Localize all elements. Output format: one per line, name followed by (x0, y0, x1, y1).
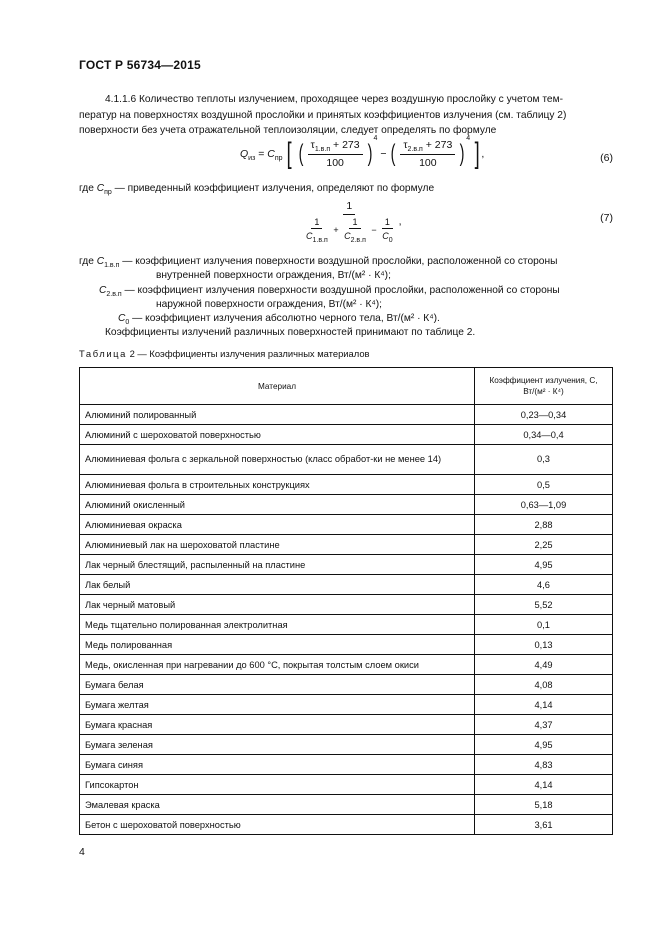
cell-coefficient: 5,52 (475, 595, 613, 615)
formula-symbol-c: C (382, 231, 389, 241)
cell-coefficient: 4,14 (475, 775, 613, 795)
formula-power: 4 (466, 135, 471, 142)
where-word: где (79, 256, 94, 267)
symbol-c: C (96, 256, 105, 267)
header-coefficient-unit: Вт/(м² · К⁴) (523, 387, 564, 396)
cell-material: Эмалевая краска (80, 795, 475, 815)
table-row (80, 775, 613, 795)
cell-material: Лак черный матовый (80, 595, 475, 615)
formula-comma: , (398, 215, 402, 228)
equation-number-6: (6) (600, 152, 613, 164)
cell-coefficient: 0,23—0,34 (475, 405, 613, 425)
definition-text: — коэффициент излучения поверхности воздушной прослойки, расположенной со стороны (122, 256, 558, 267)
cell-coefficient: 0,5 (475, 475, 613, 495)
cell-material: Алюминий с шероховатой поверхностью (80, 425, 475, 445)
formula-subscript: 2.в.п (407, 146, 423, 154)
cell-material: Гипсокартон (80, 775, 475, 795)
table-row (80, 755, 613, 775)
formula-comma: , (481, 147, 485, 160)
table-caption (79, 348, 370, 359)
table-row (80, 615, 613, 635)
cell-material: Лак белый (80, 575, 475, 595)
formula-operator: = (258, 147, 265, 160)
table-row (80, 695, 613, 715)
definition-text: — приведенный коэффициент излучения, определяют по формуле (114, 183, 435, 194)
table-row (80, 475, 613, 495)
symbol-c: C (99, 285, 107, 296)
cell-coefficient: 0,34—0,4 (475, 425, 613, 445)
table-row (80, 655, 613, 675)
formula-subscript: 0 (388, 236, 393, 244)
symbol-subscript: 1.в.п (104, 262, 120, 270)
formula-numerator: 1 (343, 200, 355, 215)
cell-coefficient: 4,08 (475, 675, 613, 695)
table-row (80, 535, 613, 555)
paragraph-4-1-1-6 (79, 92, 613, 139)
symbol-subscript: пр (104, 189, 112, 197)
formula-7 (300, 200, 402, 244)
definition-text: — коэффициент излучения абсолютно черного тела, Вт/(м² · К⁴). (132, 313, 440, 324)
cell-coefficient: 2,88 (475, 515, 613, 535)
formula-one: 1 (311, 217, 322, 229)
cell-material: Медь полированная (80, 635, 475, 655)
cell-coefficient: 2,25 (475, 535, 613, 555)
table-row (80, 425, 613, 445)
formula-main-fraction (300, 200, 399, 244)
table-row (80, 555, 613, 575)
formula-symbol-tau: τ (310, 139, 315, 151)
formula-subscript: пр (274, 154, 283, 162)
bracket-right: ] (474, 137, 480, 171)
symbol-c: C (118, 313, 126, 324)
definition-text-cont: внутренней поверхности ограждения, Вт/(м² · К⁴); (156, 270, 391, 281)
cell-material: Алюминиевая фольга в строительных конструкциях (80, 475, 475, 495)
definition-text: — коэффициент излучения поверхности воздушной прослойки, расположенной со стороны (124, 285, 560, 296)
formula-denominator: 100 (326, 157, 344, 170)
paragraph-line: ператур на поверхностях воздушной прослойки и принятых коэффициентов излучения (см. таблицу 2) (79, 109, 567, 121)
cell-material: Бумага белая (80, 675, 475, 695)
formula-subscript: из (248, 154, 256, 162)
table-row (80, 575, 613, 595)
table-body (80, 405, 613, 835)
cell-material: Медь, окисленная при нагревании до 600 °С, покрытая толстым слоем окиси (80, 655, 475, 675)
table-row (80, 595, 613, 615)
cell-coefficient: 4,49 (475, 655, 613, 675)
closing-sentence: Коэффициенты излучений различных поверхностей принимают по таблице 2. (105, 327, 476, 338)
cell-material: Бумага красная (80, 715, 475, 735)
page-number: 4 (79, 846, 85, 858)
caption-label: Таблица (79, 348, 127, 359)
table-row (80, 735, 613, 755)
paren-right: ) (459, 140, 465, 168)
cell-coefficient: 0,63—1,09 (475, 495, 613, 515)
cell-coefficient: 5,18 (475, 795, 613, 815)
paragraph-line: поверхности без учета отражательной теплоизоляции, следует определять по формуле (79, 125, 497, 137)
cpr-definition (79, 181, 613, 201)
table-row (80, 515, 613, 535)
formula-operator: + (333, 224, 339, 235)
formula-term: + 273 (333, 139, 360, 151)
formula-fraction-2 (400, 139, 455, 169)
cell-coefficient: 4,37 (475, 715, 613, 735)
table-row (80, 635, 613, 655)
paren-left: ( (391, 140, 396, 168)
symbol-subscript: 0 (125, 319, 130, 327)
formula-one: 1 (349, 217, 360, 229)
table-header-row (80, 368, 613, 405)
symbol-c: C (96, 183, 105, 194)
cell-material: Алюминиевая фольга с зеркальной поверхностью (класс обработ-ки не менее 14) (80, 445, 475, 475)
caption-text: 2 — Коэффициенты излучения различных материалов (129, 348, 370, 359)
formula-symbol-q: Q (240, 147, 249, 160)
cell-coefficient: 0,13 (475, 635, 613, 655)
table-row (80, 445, 613, 475)
table-row (80, 495, 613, 515)
cell-coefficient: 0,1 (475, 615, 613, 635)
where-word: где (79, 183, 94, 194)
paren-left: ( (298, 140, 304, 168)
bracket-left: [ (287, 137, 293, 171)
formula-symbol-tau: τ (403, 139, 408, 151)
document-header: ГОСТ Р 56734—2015 (79, 58, 201, 72)
definitions-block (79, 254, 619, 338)
formula-power: 4 (373, 135, 378, 142)
formula-one: 1 (382, 217, 393, 229)
formula-sub-fraction (303, 217, 331, 244)
cell-material: Бумага синяя (80, 755, 475, 775)
formula-symbol-c: C (306, 231, 313, 241)
paren-right: ) (367, 140, 372, 168)
header-coefficient (475, 368, 613, 405)
cell-material: Медь тщательно полированная электролитная (80, 615, 475, 635)
cell-material: Алюминий полированный (80, 405, 475, 425)
cell-coefficient: 4,95 (475, 735, 613, 755)
table-row (80, 405, 613, 425)
cell-material: Алюминиевая окраска (80, 515, 475, 535)
table-row (80, 815, 613, 835)
emissivity-table (79, 367, 613, 835)
formula-symbol-c: C (344, 231, 351, 241)
formula-6 (240, 135, 485, 171)
header-coefficient-line: Коэффициент излучения, С, (489, 376, 598, 385)
formula-operator: − (380, 147, 387, 160)
cell-coefficient: 4,95 (475, 555, 613, 575)
cell-coefficient: 0,3 (475, 445, 613, 475)
cell-material: Алюминиевый лак на шероховатой пластине (80, 535, 475, 555)
formula-sub-fraction (379, 217, 395, 244)
formula-sub-fraction (341, 217, 369, 244)
cell-material: Лак черный блестящий, распыленный на пластине (80, 555, 475, 575)
symbol-subscript: 2.в.п (106, 291, 122, 299)
cell-material: Бумага зеленая (80, 735, 475, 755)
cell-material: Бетон с шероховатой поверхностью (80, 815, 475, 835)
paragraph-line: 4.1.1.6 Количество теплоты излучением, проходящее через воздушную прослойку с учетом тем- (105, 94, 563, 105)
cell-material: Алюминий окисленный (80, 495, 475, 515)
table-row (80, 675, 613, 695)
formula-operator: − (371, 224, 377, 235)
formula-subscript: 2.в.п (350, 236, 366, 244)
cell-coefficient: 4,14 (475, 695, 613, 715)
cell-coefficient: 4,83 (475, 755, 613, 775)
formula-denominator: 100 (419, 157, 437, 170)
formula-term: + 273 (425, 139, 453, 151)
table-row (80, 795, 613, 815)
formula-fraction-1 (308, 139, 363, 169)
equation-number-7: (7) (600, 212, 613, 224)
formula-subscript: 1.в.п (312, 236, 328, 244)
cell-coefficient: 3,61 (475, 815, 613, 835)
formula-subscript: 1.в.п (314, 146, 331, 154)
formula-symbol-c: C (267, 147, 275, 160)
header-material: Материал (80, 368, 475, 405)
cell-material: Бумага желтая (80, 695, 475, 715)
cell-coefficient: 4,6 (475, 575, 613, 595)
definition-text-cont: наружной поверхности ограждения, Вт/(м² · К⁴); (156, 299, 383, 310)
table-row (80, 715, 613, 735)
